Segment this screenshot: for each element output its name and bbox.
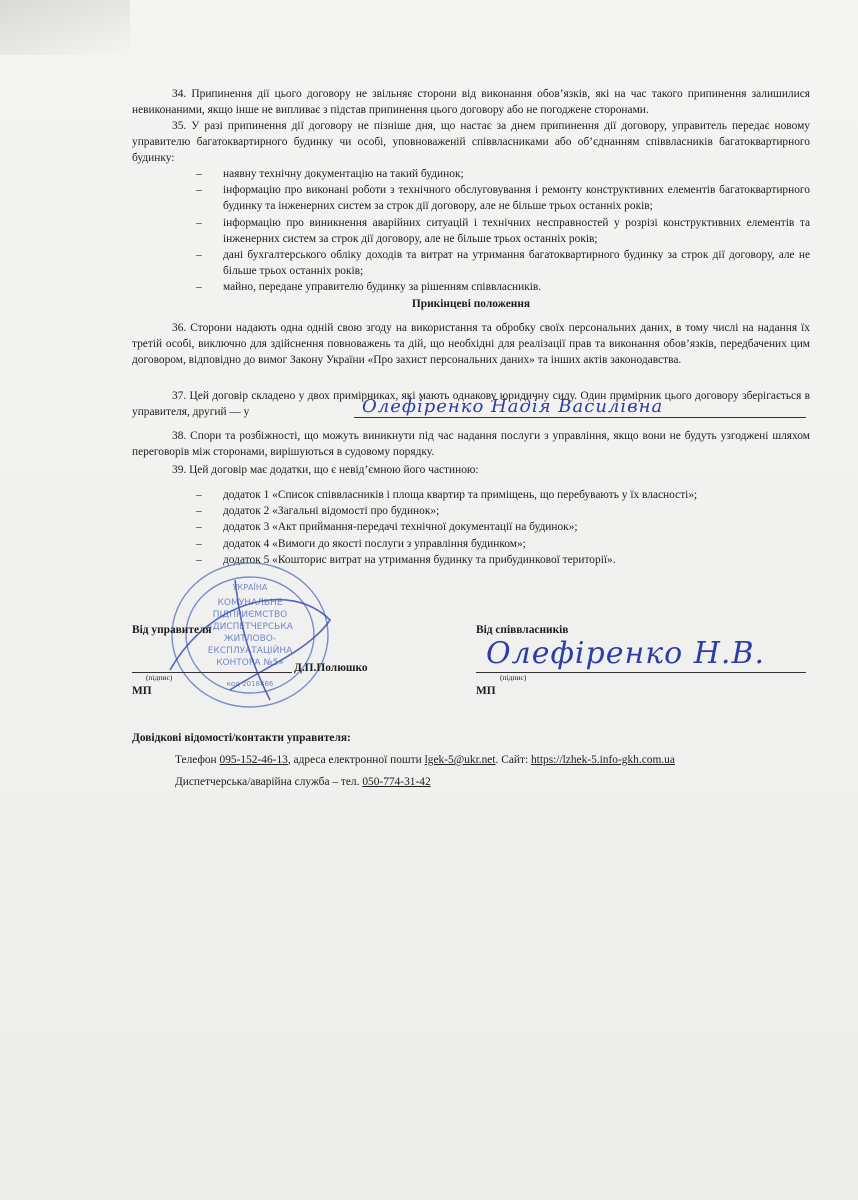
- phone-label: Телефон: [175, 754, 217, 766]
- page-corner-shadow: [0, 0, 130, 55]
- owners-mp: МП: [476, 685, 496, 697]
- clause-39: [132, 462, 810, 478]
- manager-signature-caption: (підпис): [146, 673, 173, 682]
- clause-34: [132, 86, 810, 118]
- list-item: – додаток 1 «Список співвласників і площа квартир та приміщень, що перебувають у їх власності»;: [196, 487, 810, 503]
- clause-35-list: [196, 166, 810, 296]
- list-item: – інформацію про виконані роботи з технічного обслуговування і ремонту конструктивних елементів багатоквартирного будинку та інженерних систем за строк дії договору, але не більше трьох останніх років;: [196, 182, 810, 214]
- manager-label: Від управителя: [132, 624, 212, 636]
- list-item: – майно, передане управителю будинку за рішенням співвласників.: [196, 279, 810, 295]
- clause-38-text: 38. Спори та розбіжності, що можуть виникнути під час надання послуги з управління, якщо вони не будуть узгоджені шляхом переговорів між сторонами, вирішуються в судовому порядку.: [132, 430, 810, 459]
- contacts-heading: Довідкові відомості/контакти управителя:: [132, 732, 351, 744]
- clause-39-list: [196, 487, 810, 568]
- clause-37-text: 37. Цей договір складено у двох примірниках, які мають однакову юридичну силу. Один примірник цього договору зберігається в управителя, другий — у: [132, 390, 810, 419]
- clause-36-text: 36. Сторони надають одна одній свою згоду на використання та обробку своїх персональних даних, в тому числі на надання їх третій особі, виключно для здійснення повноважень та дій, що необхідні для реалізації прав та виконання обов’язків, передбачених цим договором, відповідно до вимог Закону України «Про захист персональних даних» та інших актів законодавства.: [132, 322, 810, 367]
- clause-36: [132, 320, 810, 369]
- list-item: – інформацію про виникнення аварійних ситуацій і технічних несправностей у розрізі конструктивних елементів та інженерних систем за строк дії договору, але не більше трьох останніх років;: [196, 215, 810, 247]
- list-item: – додаток 2 «Загальні відомості про будинок»;: [196, 503, 810, 519]
- owners-label: Від співвласників: [476, 624, 569, 636]
- clause-39-text: 39. Цей договір має додатки, що є невід’ємною його частиною:: [172, 464, 479, 476]
- stamp-line: ЖИТЛОВО-: [223, 634, 277, 644]
- site-link[interactable]: https://lzhek-5.info-gkh.com.ua: [530, 754, 675, 766]
- stamp-line: ЕКСПЛУАТАЦІЙНА: [207, 646, 293, 656]
- list-item: – додаток 5 «Кошторис витрат на утримання будинку та прибудинкової території».: [196, 552, 810, 568]
- list-item: – додаток 3 «Акт приймання-передачі технічної документації на будинок»;: [196, 519, 810, 535]
- stamp-code: код 2018466: [226, 680, 274, 688]
- contacts-line: [175, 752, 675, 768]
- stamp-line: КОНТОРА №5»: [216, 658, 284, 668]
- clause-34-text: 34. Припинення дії цього договору не звільняє сторони від виконання обов’язків, які на час такого припинення залишилися невиконаними, якщо інше не випливає з підстав припинення цього договору або не погоджене сторонами.: [132, 88, 810, 117]
- dispatch-line: [175, 774, 431, 790]
- email-link[interactable]: lgek-5@ukr.net: [424, 754, 496, 766]
- owners-handwritten-signature: Олефіренко Н.В.: [486, 636, 766, 671]
- clause-37-underline: [354, 417, 806, 418]
- owners-signature-caption: (підпис): [500, 673, 527, 682]
- clause-38: [132, 428, 810, 460]
- clause-37-handwritten-name: Олефіренко Надія Василівна: [362, 396, 664, 417]
- list-item: – додаток 4 «Вимоги до якості послуги з управління будинком»;: [196, 536, 810, 552]
- list-item: – дані бухгалтерського обліку доходів та витрат на утримання багатоквартирного будинку за строк дії договору, але не більше трьох останніх років;: [196, 247, 810, 279]
- site-label: . Сайт:: [495, 754, 529, 766]
- stamp-line: «ДИСПЕТЧЕРСЬКА: [207, 622, 293, 632]
- clause-35-text: 35. У разі припинення дії договору не пізніше дня, що настає за днем припинення дії договору, управитель передає новому управителю багатоквартирного будинку чи особі, уповноваженій співвласниками або об’єднанням співвласників багатоквартирного будинку:: [132, 120, 810, 165]
- clause-35: [132, 118, 810, 167]
- manager-mp: МП: [132, 685, 152, 697]
- stamp-top-text: УКРАЇНА: [232, 583, 268, 592]
- dispatch-label: Диспетчерська/аварійна служба – тел.: [175, 776, 360, 788]
- section-heading: Прикінцеві положення: [411, 298, 531, 310]
- stamp-line: ПІДПРИЄМСТВО: [212, 610, 288, 620]
- dispatch-phone-link[interactable]: 050-774-31-42: [362, 776, 431, 788]
- manager-name: Д.П.Полюшко: [294, 662, 368, 674]
- list-item: – наявну технічну документацію на такий будинок;: [196, 166, 810, 182]
- email-label: , адреса електронної пошти: [287, 754, 422, 766]
- phone-link[interactable]: 095-152-46-13: [219, 754, 288, 766]
- stamp-line: КОМУНАЛЬНЕ: [217, 598, 283, 608]
